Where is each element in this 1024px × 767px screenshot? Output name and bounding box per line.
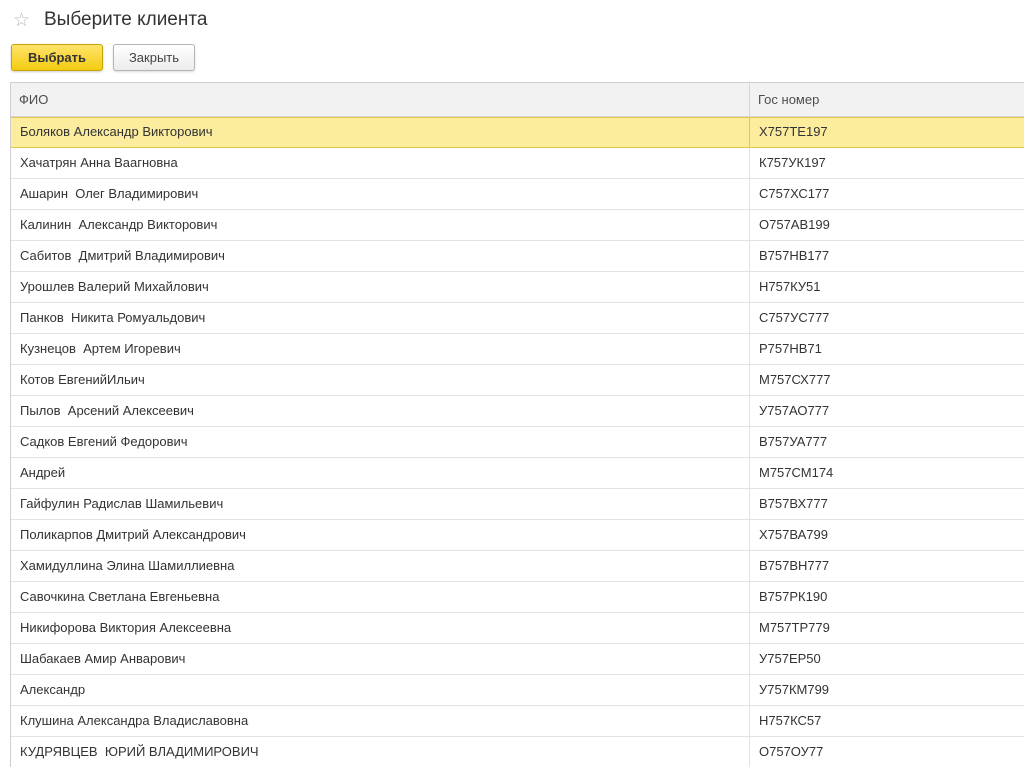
- cell-plate: Р757НВ71: [759, 341, 822, 356]
- cell-fio: Ашарин Олег Владимирович: [11, 179, 750, 209]
- cell-fio: Шабакаев Амир Анварович: [11, 644, 750, 674]
- cell-plate: Н757КС57: [759, 713, 822, 728]
- cell-fio: Садков Евгений Федорович: [11, 427, 750, 457]
- table-row[interactable]: [11, 675, 1024, 706]
- cell-plate: В757ВН777: [759, 558, 830, 573]
- cell-fio: Урошлев Валерий Михайлович: [11, 272, 750, 302]
- table-row[interactable]: [11, 458, 1024, 489]
- cell-fio: Клушина Александра Владиславовна: [11, 706, 750, 736]
- table-row[interactable]: [11, 644, 1024, 675]
- star-icon[interactable]: ☆: [13, 9, 31, 31]
- cell-plate: К757УК197: [759, 155, 826, 170]
- table-row[interactable]: [11, 117, 1024, 148]
- table-row[interactable]: [11, 179, 1024, 210]
- table-row[interactable]: [11, 551, 1024, 582]
- cell-plate: Х757ТЕ197: [759, 124, 828, 139]
- cell-fio: Боляков Александр Викторович: [11, 117, 750, 147]
- table-row[interactable]: [11, 148, 1024, 179]
- table-row[interactable]: [11, 365, 1024, 396]
- cell-fio: Кузнецов Артем Игоревич: [11, 334, 750, 364]
- cell-plate: Х757ВА799: [759, 527, 828, 542]
- toolbar: [0, 44, 1024, 74]
- cell-fio: Александр: [11, 675, 750, 705]
- table-header: [11, 83, 1024, 117]
- table-body: [11, 117, 1024, 767]
- table-row[interactable]: [11, 427, 1024, 458]
- cell-fio: Котов ЕвгенийИльич: [11, 365, 750, 395]
- cell-plate: М757ТР779: [759, 620, 830, 635]
- cell-plate: С757ХС177: [759, 186, 830, 201]
- cell-fio: Хамидуллина Элина Шамиллиевна: [11, 551, 750, 581]
- cell-fio: Никифорова Виктория Алексеевна: [11, 613, 750, 643]
- column-header-plate[interactable]: Гос номер: [758, 92, 820, 107]
- cell-fio: Калинин Александр Викторович: [11, 210, 750, 240]
- select-button[interactable]: Выбрать: [11, 44, 103, 71]
- cell-plate: О757ОУ77: [759, 744, 824, 759]
- cell-plate: О757АВ199: [759, 217, 830, 232]
- title-bar: [0, 0, 1024, 40]
- table-row[interactable]: [11, 272, 1024, 303]
- cell-plate: У757ЕР50: [759, 651, 821, 666]
- table-row[interactable]: [11, 241, 1024, 272]
- cell-plate: У757КМ799: [759, 682, 830, 697]
- cell-fio: Савочкина Светлана Евгеньевна: [11, 582, 750, 612]
- cell-fio: Хачатрян Анна Ваагновна: [11, 148, 750, 178]
- table-row[interactable]: [11, 396, 1024, 427]
- table-row[interactable]: [11, 582, 1024, 613]
- cell-plate: В757УА777: [759, 434, 828, 449]
- clients-table: [10, 82, 1024, 767]
- table-row[interactable]: [11, 489, 1024, 520]
- cell-plate: У757АО777: [759, 403, 830, 418]
- cell-plate: С757УС777: [759, 310, 830, 325]
- cell-fio: КУДРЯВЦЕВ ЮРИЙ ВЛАДИМИРОВИЧ: [11, 737, 750, 767]
- cell-fio: Сабитов Дмитрий Владимирович: [11, 241, 750, 271]
- cell-fio: Андрей: [11, 458, 750, 488]
- column-header-fio[interactable]: ФИО: [11, 83, 750, 116]
- table-row[interactable]: [11, 737, 1024, 767]
- cell-fio: Гайфулин Радислав Шамильевич: [11, 489, 750, 519]
- page-title: Выберите клиента: [44, 9, 208, 30]
- table-row[interactable]: [11, 334, 1024, 365]
- table-row[interactable]: [11, 303, 1024, 334]
- table-row[interactable]: [11, 210, 1024, 241]
- cell-fio: Поликарпов Дмитрий Александрович: [11, 520, 750, 550]
- table-row[interactable]: [11, 520, 1024, 551]
- cell-plate: В757ВХ777: [759, 496, 828, 511]
- cell-plate: М757СХ777: [759, 372, 831, 387]
- table-row[interactable]: [11, 613, 1024, 644]
- cell-fio: Пылов Арсений Алексеевич: [11, 396, 750, 426]
- cell-plate: В757НВ177: [759, 248, 830, 263]
- close-button[interactable]: Закрыть: [113, 44, 195, 71]
- cell-fio: Панков Никита Ромуальдович: [11, 303, 750, 333]
- cell-plate: В757РК190: [759, 589, 828, 604]
- cell-plate: Н757КУ51: [759, 279, 821, 294]
- cell-plate: М757СМ174: [759, 465, 834, 480]
- table-row[interactable]: [11, 706, 1024, 737]
